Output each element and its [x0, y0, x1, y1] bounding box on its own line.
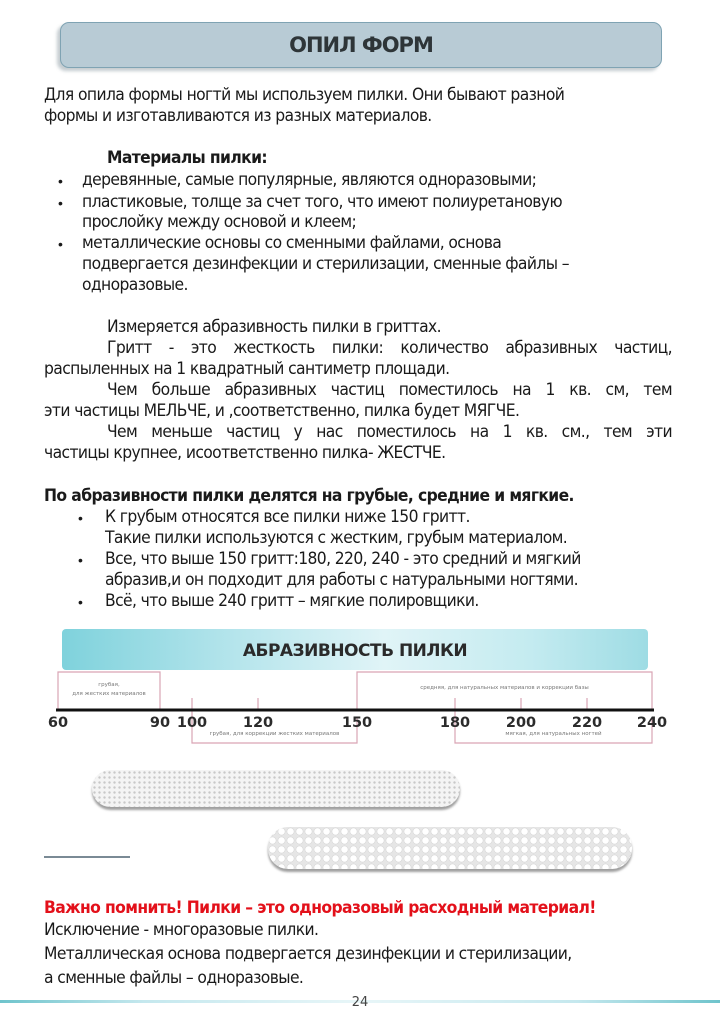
tick-label: 200	[505, 715, 537, 731]
warning-line-3: а сменные файлы – одноразовые.	[44, 968, 304, 988]
bullet-icon: •	[58, 173, 63, 189]
divider-line	[44, 856, 130, 858]
abrasive-medium-2: абразив,и он подходит для работы с натуральными ногтями.	[105, 570, 578, 590]
abrasive-medium-1: Все, что выше 150 гритт:180, 220, 240 - это средний и мягкий	[105, 549, 581, 569]
page-title: ОПИЛ ФОРМ	[289, 33, 433, 57]
tick-label: 220	[571, 715, 603, 731]
grit-p4-line1: Чем меньше частиц у нас поместилось на 1 кв. см., тем эти	[107, 422, 672, 442]
page-number: 24	[351, 995, 369, 1010]
material-item-wood: деревянные, самые популярные, являются одноразовыми;	[82, 170, 537, 190]
tick-label: 240	[636, 715, 668, 731]
tick-label: 60	[47, 715, 69, 731]
range-label: средняя, для натуральных материалов и коррекции базы	[420, 685, 589, 691]
page-header	[60, 22, 662, 68]
grit-p2-line1: Гритт - это жесткость пилки: количество абразивных частиц,	[107, 338, 672, 358]
tick-label: 150	[341, 715, 373, 731]
chart-banner	[62, 629, 648, 670]
grit-scale-chart	[0, 670, 720, 750]
warning-title: Важно помнить! Пилки – это одноразовый расходный материал!	[44, 898, 596, 918]
nail-file-coarse-image	[268, 827, 632, 869]
material-item-plastic-2: прослойку между основой и клеем;	[82, 212, 357, 232]
material-item-metal-3: одноразовые.	[82, 275, 188, 295]
abrasive-soft: Всё, что выше 240 гритт – мягкие полировщики.	[105, 591, 479, 611]
materials-heading: Материалы пилки:	[107, 148, 267, 168]
warning-line-1: Исключение - многоразовые пилки.	[44, 920, 319, 940]
material-item-metal-1: металлические основы со сменными файлами, основа	[82, 233, 502, 253]
tick-label: 120	[242, 715, 274, 731]
range-box	[357, 672, 652, 710]
range-label: для жестких материалов	[72, 691, 146, 697]
intro-line-2: формы и изготавливаются из разных материалов.	[44, 106, 432, 126]
grit-p3-line1: Чем больше абразивных частиц поместилось на 1 кв. см, тем	[107, 380, 672, 400]
abrasive-coarse-cont: Такие пилки используются с жестким, грубым материалом.	[105, 528, 568, 548]
bullet-icon: •	[78, 510, 83, 526]
grit-p4-line2: частицы крупнее, исоответственно пилка- ЖЕСТЧЕ.	[44, 443, 446, 463]
grit-p2-line2: распыленных на 1 квадратный сантиметр площади.	[44, 359, 450, 379]
nail-file-fine-image	[92, 770, 460, 807]
bullet-icon: •	[78, 552, 83, 568]
bullet-icon: •	[58, 236, 63, 252]
abrasive-heading: По абразивности пилки делятся на грубые, средние и мягкие.	[44, 486, 574, 506]
chart-title: АБРАЗИВНОСТЬ ПИЛКИ	[242, 641, 468, 661]
warning-line-2: Металлическая основа подвергается дезинфекции и стерилизации,	[44, 944, 572, 964]
bullet-icon: •	[58, 195, 63, 211]
abrasive-coarse: К грубым относятся все пилки ниже 150 гритт.	[105, 507, 470, 527]
intro-line-1: Для опила формы ногтй мы используем пилки. Они бывают разной	[44, 85, 565, 105]
bullet-icon: •	[78, 594, 83, 610]
material-item-metal-2: подвергается дезинфекции и стерилизации, сменные файлы –	[82, 254, 569, 274]
tick-label: 90	[149, 715, 171, 731]
grit-p3-line2: эти частицы МЕЛЬЧЕ, и ,соответственно, пилка будет МЯГЧЕ.	[44, 401, 520, 421]
tick-label: 180	[439, 715, 471, 731]
grit-p1: Измеряется абразивность пилки в гриттах.	[107, 317, 441, 337]
range-label: мягкая, для натуральных ногтей	[505, 731, 602, 737]
material-item-plastic-1: пластиковые, толще за счет того, что имеют полиуретановую	[82, 192, 562, 212]
range-label: грубая, для коррекции жестких материалов	[209, 731, 340, 737]
range-label: грубая,	[98, 682, 120, 688]
tick-label: 100	[176, 715, 208, 731]
